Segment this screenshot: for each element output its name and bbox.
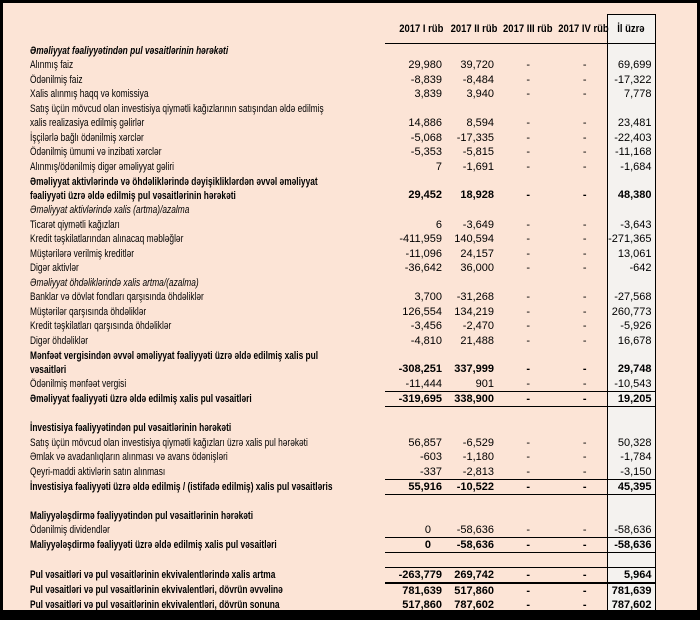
- table-row: [30, 479, 655, 494]
- table-row: [30, 174, 655, 203]
- table-row: [30, 131, 655, 146]
- row-label: Maliyyələşdirmə fəaliyyətindən pul vəsaitlərinin hərəkəti: [30, 509, 254, 522]
- value-cell: -: [550, 567, 607, 583]
- value-cell: -: [582, 146, 587, 159]
- row-label: Satış üçün mövcud olan investisiya qiymətli kağızları üzrə xalis pul hərəkəti: [30, 436, 308, 449]
- value-cell: -: [582, 436, 587, 449]
- year-total-cell: 7,778: [607, 87, 655, 102]
- value-cell: [385, 407, 443, 422]
- row-label: Əməliyyat öhdəliklərində xalis artma/(azalma): [30, 276, 199, 289]
- year-total-cell: 260,773: [607, 305, 655, 320]
- value-cell: 0: [424, 524, 431, 536]
- table-row: [30, 421, 655, 436]
- value-cell: [443, 421, 495, 436]
- value-cell: [495, 276, 550, 291]
- value-cell: -31,268: [456, 291, 494, 304]
- value-cell: -17,335: [456, 131, 494, 144]
- year-total-cell: -27,568: [607, 290, 655, 305]
- value-cell: -: [582, 88, 587, 101]
- value-cell: [495, 203, 550, 218]
- year-total-cell: 13,061: [607, 247, 655, 262]
- value-cell: -: [582, 247, 587, 260]
- value-cell: -: [582, 334, 587, 347]
- table-row: [30, 567, 655, 583]
- value-cell: [443, 203, 495, 218]
- value-cell: [495, 421, 550, 436]
- value-cell: -: [526, 305, 530, 318]
- table-row: [30, 436, 655, 451]
- row-label: Mənfəət vergisindən əvvəl əməliyyat fəaliyyəti üzrə əldə edilmiş xalis pul vəsaitləri: [30, 349, 319, 376]
- table-row: [30, 290, 655, 305]
- value-cell: -11,096: [405, 247, 442, 260]
- row-label: Əmlak və avadanlıqların alınması və avans ödənişləri: [30, 451, 228, 464]
- year-total-cell: [607, 509, 655, 524]
- row-label: İşçilərlə bağlı ödənilmiş xərclər: [30, 131, 144, 144]
- year-total-cell: 23,481: [607, 102, 655, 131]
- value-cell: -11,444: [405, 378, 442, 390]
- value-cell: 269,742: [443, 567, 495, 583]
- row-label: Satış üçün mövcud olan investisiya qiymətli kağızlarının satışından əldə edilmiş xalis realizasiya edilmiş gəlirlər: [30, 103, 324, 129]
- table-row: [30, 145, 655, 160]
- value-cell: -: [582, 160, 587, 173]
- year-total-cell: -642: [607, 261, 655, 276]
- value-cell: -: [582, 73, 587, 86]
- value-cell: [495, 553, 550, 568]
- value-cell: [550, 553, 607, 568]
- value-cell: [385, 203, 443, 218]
- value-cell: [385, 509, 443, 524]
- value-cell: -1,691: [462, 160, 494, 173]
- year-total-cell: [607, 407, 655, 422]
- table-row: [30, 348, 655, 377]
- value-cell: -5,353: [410, 146, 442, 159]
- year-total-cell: -3,150: [607, 465, 655, 480]
- row-label: Ödənilmiş ümumi və inzibati xərclər: [30, 146, 162, 159]
- value-cell: -263,779: [385, 567, 443, 583]
- value-cell: [495, 44, 550, 59]
- row-label: Pul vəsaitləri və pul vəsaitlərinin ekvivalentlərində xalis artma: [30, 568, 276, 581]
- cashflow-table-body: [30, 44, 655, 613]
- column-header-label: 2017 IV rüb: [558, 22, 609, 35]
- row-label: Kredit təşkilatları qarşısında öhdəliklər: [30, 320, 172, 333]
- year-total-cell: 29,748: [607, 348, 655, 377]
- table-row: [30, 583, 655, 598]
- value-cell: 18,928: [460, 189, 494, 201]
- column-header-label: 2017 III rüb: [503, 22, 553, 35]
- column-header-q3: [495, 15, 553, 44]
- row-label: Alınmış faiz: [30, 59, 74, 72]
- year-total-cell: 69,699: [607, 58, 655, 73]
- value-cell: -: [526, 146, 530, 159]
- value-cell: [443, 44, 495, 59]
- value-cell: -58,636: [443, 538, 495, 553]
- value-cell: [495, 494, 550, 509]
- year-total-cell: -11,168: [607, 145, 655, 160]
- value-cell: -: [526, 116, 530, 129]
- value-cell: -: [526, 262, 530, 275]
- year-total-cell: 45,395: [607, 479, 655, 494]
- value-cell: 3,940: [466, 88, 494, 101]
- value-cell: -: [526, 584, 530, 597]
- value-cell: -10,522: [443, 479, 495, 494]
- value-cell: -1,180: [462, 451, 494, 464]
- value-cell: -: [526, 59, 530, 72]
- table-row: [30, 87, 655, 102]
- year-total-cell: [607, 44, 655, 59]
- value-cell: -603: [419, 451, 442, 464]
- value-cell: [550, 494, 607, 509]
- table-row: [30, 377, 655, 392]
- row-label: Xalis alınmış haqq və komissiya: [30, 88, 149, 101]
- value-cell: 517,860: [402, 598, 442, 611]
- year-total-cell: 50,328: [607, 436, 655, 451]
- value-cell: -: [550, 538, 607, 553]
- year-total-cell: 5,964: [607, 567, 655, 583]
- table-row: [30, 450, 655, 465]
- value-cell: -: [582, 465, 587, 478]
- value-cell: [550, 421, 607, 436]
- value-cell: [443, 494, 495, 509]
- value-cell: -: [582, 131, 587, 144]
- row-label: [30, 553, 385, 568]
- value-cell: [550, 44, 607, 59]
- year-total-cell: -5,926: [607, 319, 655, 334]
- value-cell: 29,980: [408, 59, 442, 72]
- value-cell: 338,900: [443, 392, 495, 407]
- value-cell: -: [582, 189, 587, 201]
- value-cell: [385, 276, 443, 291]
- table-row: [30, 73, 655, 88]
- row-label: Əməliyyat fəaliyyəti üzrə əldə edilmiş xalis pul vəsaitləri: [30, 393, 252, 405]
- row-label: Ödənilmiş dividendlər: [30, 524, 110, 537]
- row-label: İnvestisiya fəaliyyəti üzrə əldə edilmiş / (istifadə edilmiş) xalis pul vəsaitləris: [30, 480, 333, 493]
- table-row: [30, 276, 655, 291]
- value-cell: [550, 509, 607, 524]
- row-label: Pul vəsaitləri və pul vəsaitlərinin ekvivalentləri, dövrün sonuna: [30, 598, 280, 611]
- cashflow-table: [30, 14, 656, 613]
- header-spacer: [30, 15, 385, 44]
- value-cell: -: [526, 189, 530, 201]
- value-cell: 337,999: [454, 363, 494, 375]
- row-label: Əməliyyat fəaliyyətindən pul vəsaitlərinin hərəkəti: [30, 44, 229, 57]
- value-cell: -: [526, 451, 530, 464]
- value-cell: -: [582, 584, 587, 597]
- value-cell: 901: [475, 378, 494, 390]
- value-cell: -2,813: [462, 465, 494, 478]
- value-cell: -: [526, 131, 530, 144]
- value-cell: 24,157: [460, 247, 494, 260]
- value-cell: -5,068: [410, 131, 442, 144]
- value-cell: 56,857: [408, 436, 442, 449]
- year-total-cell: -271,365: [607, 232, 655, 247]
- row-label: Ticarət qiymətli kağızları: [30, 218, 120, 231]
- value-cell: -: [526, 88, 530, 101]
- value-cell: -: [526, 320, 530, 333]
- value-cell: 517,860: [454, 584, 494, 597]
- value-cell: -8,484: [462, 73, 494, 86]
- value-cell: 787,602: [454, 598, 494, 611]
- value-cell: 36,000: [460, 262, 494, 275]
- row-label: Kredit təşkilatlarından alınacaq məbləğlər: [30, 233, 184, 246]
- table-row: [30, 261, 655, 276]
- value-cell: 126,554: [402, 305, 442, 318]
- value-cell: -4,810: [410, 334, 442, 347]
- year-total-cell: [607, 421, 655, 436]
- row-label: Maliyyələşdirmə fəaliyyəti üzrə əldə edilmiş xalis pul vəsaitləri: [30, 539, 277, 551]
- value-cell: 3,700: [414, 291, 442, 304]
- value-cell: -: [526, 218, 530, 231]
- value-cell: -: [582, 598, 587, 611]
- row-label: [30, 407, 385, 422]
- value-cell: 14,886: [408, 116, 442, 129]
- value-cell: -8,839: [410, 73, 442, 86]
- row-label: Pul vəsaitləri və pul vəsaitlərinin ekvivalentləri, dövrün əvvəlinə: [30, 584, 283, 596]
- value-cell: -5,815: [462, 146, 494, 159]
- year-total-cell: -58,636: [607, 523, 655, 538]
- year-total-cell: 48,380: [607, 174, 655, 203]
- value-cell: -411,959: [399, 233, 442, 246]
- row-label: Ödənilmiş mənfəət vergisi: [30, 378, 127, 391]
- year-total-cell: -1,784: [607, 450, 655, 465]
- value-cell: [550, 407, 607, 422]
- year-total-cell: -22,403: [607, 131, 655, 146]
- table-row: [30, 509, 655, 524]
- row-label: Qeyri-maddi aktivlərin satın alınması: [30, 465, 166, 478]
- table-row: [30, 305, 655, 320]
- year-total-cell: -58,636: [607, 538, 655, 553]
- value-cell: -: [582, 524, 587, 536]
- value-cell: 134,219: [454, 305, 494, 318]
- row-label: Müştərilərə verilmiş kreditlər: [30, 247, 135, 260]
- table-row: [30, 392, 655, 407]
- table-row: [30, 553, 655, 568]
- value-cell: 55,916: [385, 479, 443, 494]
- value-cell: -: [526, 363, 530, 375]
- value-cell: -: [526, 334, 530, 347]
- value-cell: [385, 494, 443, 509]
- value-cell: -: [526, 247, 530, 260]
- value-cell: -: [582, 218, 587, 231]
- value-cell: 7: [435, 160, 442, 173]
- table-row: [30, 203, 655, 218]
- table-row: [30, 160, 655, 175]
- value-cell: [385, 421, 443, 436]
- value-cell: -: [582, 363, 587, 375]
- row-label: Əməliyyat aktivlərində və öhdəliklərində dəyişikliklərdən əvvəl əməliyyat fəaliyyəti üzrə əldə edilmiş pul vəsaitlərinin hərəkəti: [30, 175, 318, 202]
- year-total-cell: -17,322: [607, 73, 655, 88]
- value-cell: -: [526, 524, 530, 536]
- row-label: Banklar və dövlət fondları qarşısında öhdəliklər: [30, 291, 204, 304]
- column-header-q4: [550, 15, 607, 44]
- value-cell: 140,594: [454, 233, 494, 246]
- value-cell: -3,456: [410, 320, 442, 333]
- value-cell: -: [526, 436, 530, 449]
- value-cell: 0: [385, 538, 443, 553]
- value-cell: -58,636: [456, 524, 494, 536]
- value-cell: 29,452: [408, 189, 442, 201]
- column-header-year-total: [607, 15, 655, 44]
- value-cell: -: [582, 291, 587, 304]
- value-cell: -: [526, 598, 530, 611]
- row-label: Ödənilmiş faiz: [30, 73, 83, 86]
- value-cell: [495, 509, 550, 524]
- value-cell: [443, 276, 495, 291]
- value-cell: -: [582, 116, 587, 129]
- value-cell: 39,720: [460, 59, 494, 72]
- value-cell: [495, 407, 550, 422]
- table-row: [30, 44, 655, 59]
- row-label: Alınmış/ödənilmiş digər əməliyyat gəliri: [30, 160, 175, 173]
- header-row: [30, 15, 655, 44]
- year-total-cell: [607, 203, 655, 218]
- value-cell: -6,529: [462, 436, 494, 449]
- table-row: [30, 538, 655, 553]
- table-row: [30, 465, 655, 480]
- value-cell: -: [526, 160, 530, 173]
- column-header-q1: [385, 15, 443, 44]
- table-row: [30, 334, 655, 349]
- table-row: [30, 232, 655, 247]
- value-cell: 3,839: [414, 88, 442, 101]
- value-cell: 781,639: [402, 584, 442, 597]
- value-cell: 8,594: [466, 116, 494, 129]
- value-cell: -: [582, 262, 587, 275]
- value-cell: [443, 509, 495, 524]
- table-row: [30, 523, 655, 538]
- column-header-label: 2017 I rüb: [398, 22, 443, 35]
- value-cell: 21,488: [460, 334, 494, 347]
- value-cell: -: [526, 291, 530, 304]
- year-total-cell: [607, 276, 655, 291]
- value-cell: 6: [435, 218, 442, 231]
- value-cell: -36,642: [404, 262, 442, 275]
- value-cell: -: [526, 378, 530, 390]
- table-row: [30, 598, 655, 613]
- table-row: [30, 247, 655, 262]
- value-cell: -: [495, 567, 550, 583]
- row-label: [30, 494, 385, 509]
- column-header-label: 2017 II rüb: [450, 22, 498, 35]
- year-total-cell: -1,684: [607, 160, 655, 175]
- table-row: [30, 407, 655, 422]
- value-cell: -: [526, 73, 530, 86]
- year-total-cell: [607, 553, 655, 568]
- row-label: Digər aktivlər: [30, 262, 79, 275]
- row-label: Müştərilər qarşısında öhdəliklər: [30, 305, 147, 318]
- value-cell: -: [550, 479, 607, 494]
- table-row: [30, 218, 655, 233]
- value-cell: -319,695: [385, 392, 443, 407]
- year-total-cell: 19,205: [607, 392, 655, 407]
- value-cell: -308,251: [398, 363, 442, 375]
- value-cell: -2,470: [462, 320, 494, 333]
- value-cell: -: [495, 538, 550, 553]
- value-cell: -: [526, 233, 530, 246]
- table-row: [30, 58, 655, 73]
- value-cell: -: [582, 59, 587, 72]
- value-cell: [443, 553, 495, 568]
- value-cell: -: [495, 479, 550, 494]
- year-total-cell: 781,639: [607, 583, 655, 598]
- value-cell: -3,649: [462, 218, 494, 231]
- table-row: [30, 102, 655, 131]
- value-cell: [385, 44, 443, 59]
- year-total-cell: [607, 494, 655, 509]
- value-cell: -: [495, 392, 550, 407]
- row-label: İnvestisiya fəaliyyətindən pul vəsaitlərinin hərəkəti: [30, 422, 232, 435]
- value-cell: -: [582, 320, 587, 333]
- year-total-cell: 16,678: [607, 334, 655, 349]
- value-cell: -: [582, 305, 587, 318]
- column-header-label: İl üzrə: [617, 23, 645, 35]
- year-total-cell: 787,602: [607, 598, 655, 613]
- value-cell: [443, 407, 495, 422]
- value-cell: [385, 553, 443, 568]
- value-cell: -337: [419, 465, 442, 478]
- row-label: Digər öhdəliklər: [30, 334, 89, 347]
- value-cell: -: [582, 233, 587, 246]
- table-row: [30, 319, 655, 334]
- value-cell: [550, 203, 607, 218]
- value-cell: -: [526, 465, 530, 478]
- value-cell: -: [582, 451, 587, 464]
- year-total-cell: -3,643: [607, 218, 655, 233]
- value-cell: -: [550, 392, 607, 407]
- value-cell: -: [582, 378, 587, 390]
- table-row: [30, 494, 655, 509]
- year-total-cell: -10,543: [607, 377, 655, 392]
- column-header-q2: [443, 15, 498, 44]
- value-cell: [550, 276, 607, 291]
- row-label: Əməliyyat aktivlərində xalis (artma)/azalma: [30, 204, 190, 217]
